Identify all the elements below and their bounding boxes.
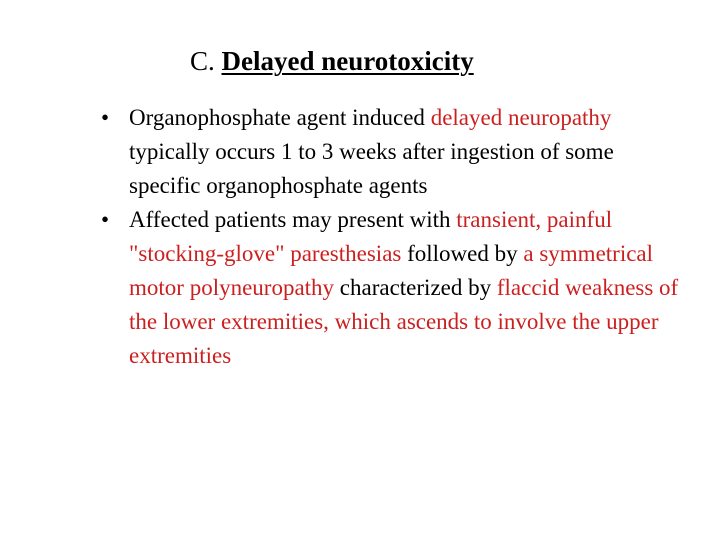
title-text: Delayed neurotoxicity [221,46,474,76]
bullet-text-segment: Organophosphate agent induced [129,105,431,130]
bullet-highlight-segment: a symmetrical motor polyneuropathy [129,241,654,300]
bullet-list [101,101,681,373]
bullet-item-affected-patients [101,203,681,373]
title-prefix: C. [190,46,222,76]
bullet-highlight-segment: delayed neuropathy [430,105,612,130]
bullet-highlight-segment: flaccid weakness of the lower extremities, which ascends to involve the upper extremities [129,275,679,368]
slide-title [190,45,474,77]
bullet-highlight-segment: transient, painful "stocking-glove" paresthesias [129,207,613,266]
bullet-dot-icon: • [101,105,110,130]
bullet-text-segment: Affected patients may present with [129,207,457,232]
bullet-text-segment: characterized by [334,275,497,300]
bullet-text-segment: typically occurs 1 to 3 weeks after ingestion of some specific organophosphate agents [129,139,614,198]
bullet-dot-icon: • [101,207,110,232]
bullet-item-delayed-neuropathy [101,101,681,203]
bullet-text-segment: followed by [401,241,524,266]
